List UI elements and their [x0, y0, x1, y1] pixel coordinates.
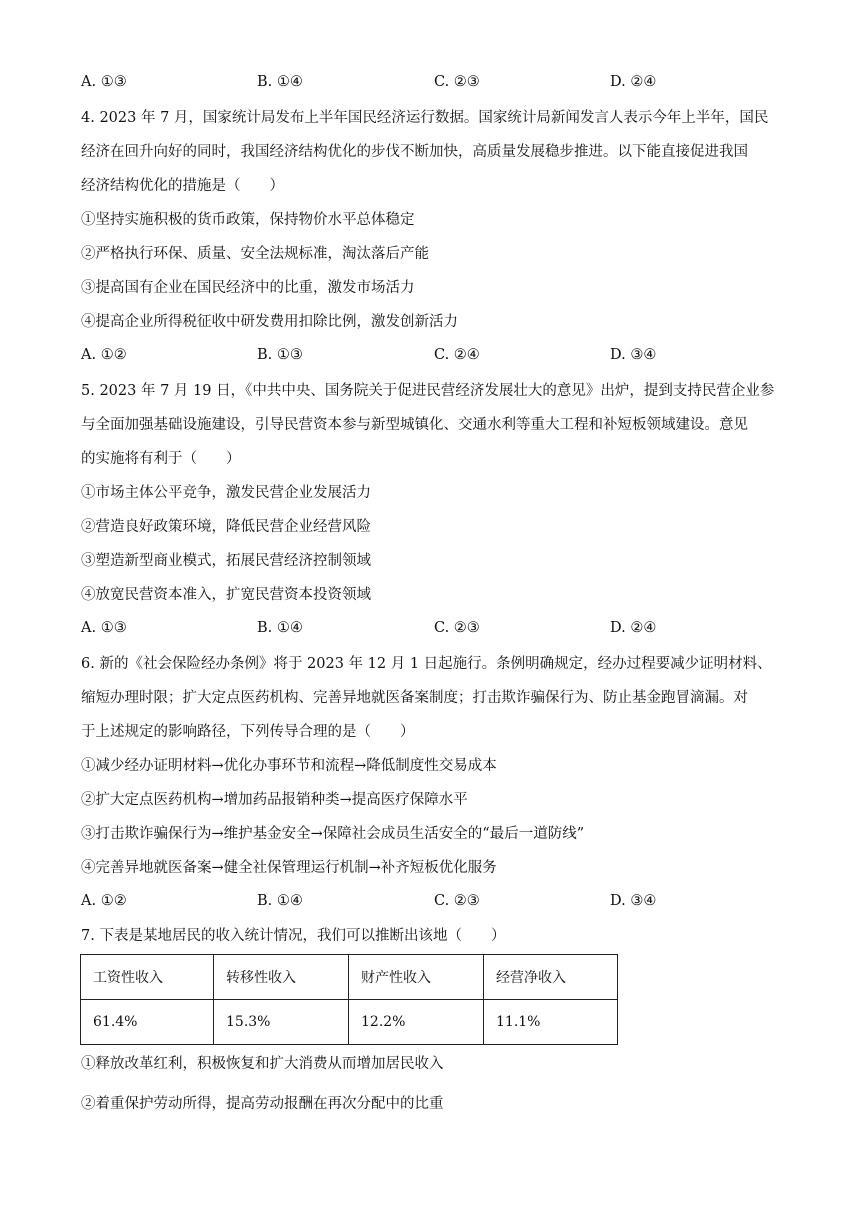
q5-stem-line-1: 5. 2023 年 7 月 19 日，《中共中央、国务院关于促进民营经济发展壮大的意见》出炉，提到支持民营企业参	[81, 383, 775, 399]
q4-stem-line-3: 经济结构优化的措施是（ ）	[81, 178, 284, 194]
q7-item-1: ①释放改革红利，积极恢复和扩大消费从而增加居民收入	[81, 1056, 444, 1072]
q6-stem-line-2: 缩短办理时限；扩大定点医药机构、完善异地就医备案制度；打击欺诈骗保行为、防止基金跑冒滴漏。对	[81, 690, 748, 706]
q3-option-b[interactable]: B. ①④	[257, 74, 303, 90]
value-wage-income: 61.4%	[81, 1000, 214, 1045]
header-business-income: 经营净收入	[484, 955, 618, 1000]
header-transfer-income: 转移性收入	[214, 955, 349, 1000]
header-wage-income: 工资性收入	[81, 955, 214, 1000]
q7-item-2: ②着重保护劳动所得，提高劳动报酬在再次分配中的比重	[81, 1096, 444, 1112]
q5-option-d[interactable]: D. ②④	[610, 620, 657, 636]
q5-option-a[interactable]: A. ①③	[81, 620, 127, 636]
income-table-header-row	[81, 955, 618, 1000]
q6-stem-line-3: 于上述规定的影响路径，下列传导合理的是（ ）	[81, 724, 415, 740]
q5-item-2: ②营造良好政策环境，降低民营企业经营风险	[81, 519, 371, 535]
q6-option-d[interactable]: D. ③④	[610, 893, 657, 909]
q4-option-d[interactable]: D. ③④	[610, 347, 657, 363]
value-property-income: 12.2%	[349, 1000, 484, 1045]
income-table	[80, 954, 618, 1045]
q3-option-c[interactable]: C. ②③	[434, 74, 480, 90]
q6-item-4: ④完善异地就医备案→健全社保管理运行机制→补齐短板优化服务	[81, 860, 497, 876]
q6-item-3: ③打击欺诈骗保行为→维护基金安全→保障社会成员生活安全的“最后一道防线”	[81, 826, 585, 842]
q4-item-1: ①坚持实施积极的货币政策，保持物价水平总体稳定	[81, 212, 415, 228]
q6-options	[81, 893, 701, 913]
q3-options	[81, 74, 701, 94]
q5-item-3: ③塑造新型商业模式，拓展民营经济控制领域	[81, 553, 371, 569]
value-business-income: 11.1%	[484, 1000, 618, 1045]
q4-item-2: ②严格执行环保、质量、安全法规标准，淘汰落后产能	[81, 246, 429, 262]
q3-option-a[interactable]: A. ①③	[81, 74, 127, 90]
q4-stem-line-1: 4. 2023 年 7 月，国家统计局发布上半年国民经济运行数据。国家统计局新闻发言人表示今年上半年，国民	[81, 110, 769, 126]
income-table-value-row	[81, 1000, 618, 1045]
q4-option-a[interactable]: A. ①②	[81, 347, 127, 363]
q4-item-3: ③提高国有企业在国民经济中的比重，激发市场活力	[81, 280, 415, 296]
q7-stem: 7. 下表是某地居民的收入统计情况，我们可以推断出该地（ ）	[81, 928, 506, 944]
q6-stem-line-1: 6. 新的《社会保险经办条例》将于 2023 年 12 月 1 日起施行。条例明确规定，经办过程要减少证明材料、	[81, 656, 772, 672]
q5-stem-line-3: 的实施将有利于（ ）	[81, 451, 241, 467]
q3-option-d[interactable]: D. ②④	[610, 74, 657, 90]
header-property-income: 财产性收入	[349, 955, 484, 1000]
q6-item-2: ②扩大定点医药机构→增加药品报销种类→提高医疗保障水平	[81, 792, 468, 808]
q6-option-b[interactable]: B. ①④	[257, 893, 303, 909]
q5-item-1: ①市场主体公平竞争，激发民营企业发展活力	[81, 485, 371, 501]
q5-item-4: ④放宽民营资本准入，扩宽民营资本投资领域	[81, 587, 371, 603]
q5-option-b[interactable]: B. ①④	[257, 620, 303, 636]
q6-option-c[interactable]: C. ②③	[434, 893, 480, 909]
q4-option-c[interactable]: C. ②④	[434, 347, 480, 363]
q4-option-b[interactable]: B. ①③	[257, 347, 303, 363]
q6-option-a[interactable]: A. ①②	[81, 893, 127, 909]
q5-option-c[interactable]: C. ②③	[434, 620, 480, 636]
q5-options	[81, 620, 701, 640]
value-transfer-income: 15.3%	[214, 1000, 349, 1045]
q4-item-4: ④提高企业所得税征收中研发费用扣除比例，激发创新活力	[81, 314, 458, 330]
q4-options	[81, 347, 701, 367]
q5-stem-line-2: 与全面加强基础设施建设，引导民营资本参与新型城镇化、交通水利等重大工程和补短板领域建设。意见	[81, 417, 748, 433]
q6-item-1: ①减少经办证明材料→优化办事环节和流程→降低制度性交易成本	[81, 758, 497, 774]
q4-stem-line-2: 经济在回升向好的同时，我国经济结构优化的步伐不断加快，高质量发展稳步推进。以下能直接促进我国	[81, 144, 748, 160]
